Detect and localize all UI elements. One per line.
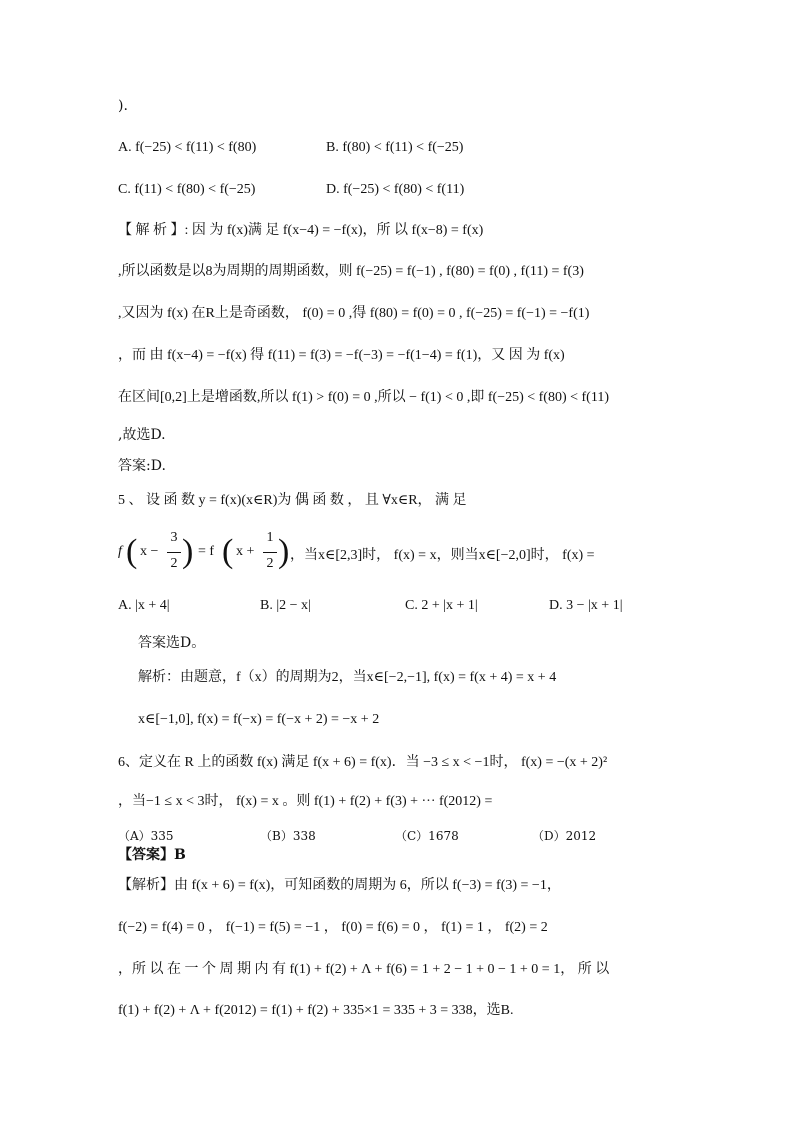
q6-stem-line-1: 6、定义在 R 上的函数 f(x) 满足 f(x + 6) = f(x)．当 −3 ≤ x < −1时， f(x) = −(x + 2)² (118, 755, 608, 770)
paren-open: ( (222, 533, 234, 570)
q6-analysis-line-3: ，所 以 在 一 个 周 期 内 有 f(1) + f(2) + Λ + f(6) = 1 + 2 − 1 + 0 − 1 + 0 = 1， 所 以 (118, 962, 610, 977)
q6-option-c: （C）1678 (395, 829, 459, 843)
frac1-bar (167, 552, 181, 553)
frac1-denominator: 2 (170, 556, 178, 571)
q4-analysis-line-5: 在区间[0,2]上是增函数,所以 f(1) > f(0) = 0 ,所以 − f(1) < 0 ,即 f(−25) < f(80) < f(11) (118, 390, 609, 405)
frac2-bar (263, 552, 277, 553)
q5-answer: 答案选D。 (138, 635, 206, 651)
q6-option-d: （D）2012 (532, 829, 597, 843)
q5-option-a: A. |x + 4| (118, 598, 170, 613)
q5-analysis-line-1: 解析：由题意，f（x）的周期为2，当x∈[−2,−1], f(x) = f(x + 4) = x + 4 (138, 670, 557, 685)
frac2-numerator: 1 (266, 530, 274, 545)
q6-option-a: （A）335 (118, 829, 174, 843)
q4-analysis-line-2: ,所以函数是以8为周期的周期函数，则 f(−25) = f(−1) , f(80) = f(0) , f(11) = f(3) (118, 264, 584, 279)
q4-analysis-line-1: 【 解 析 】: 因 为 f(x)满 足 f(x−4) = −f(x)，所 以 f(x−8) = f(x) (118, 223, 484, 238)
q4-option-a: A. f(−25) < f(11) < f(80) (118, 140, 257, 155)
q4-option-b: B. f(80) < f(11) < f(−25) (326, 140, 464, 155)
q6-analysis-line-1: 【解析】由 f(x + 6) = f(x)，可知函数的周期为 6，所以 f(−3) = f(3) = −1， (118, 878, 561, 893)
paren-close: ) (278, 533, 290, 570)
q5-option-b: B. |2 − x| (260, 598, 311, 613)
q4-option-d: D. f(−25) < f(80) < f(11) (326, 182, 465, 197)
q6-analysis-line-4: f(1) + f(2) + Λ + f(2012) = f(1) + f(2) + 335×1 = 335 + 3 = 338，选B. (118, 1003, 514, 1018)
paren-open: ( (126, 533, 138, 570)
q6-analysis-line-2: f(−2) = f(4) = 0 ， f(−1) = f(5) = −1 ， f(0) = f(6) = 0 ， f(1) = 1 ， f(2) = 2 (118, 920, 548, 935)
q5-f-symbol: f (118, 544, 122, 559)
q5-analysis-line-2: x∈[−1,0], f(x) = f(−x) = f(−x + 2) = −x + 2 (138, 712, 380, 727)
q4-option-c: C. f(11) < f(80) < f(−25) (118, 182, 256, 197)
q4-answer: 答案:D. (118, 458, 166, 474)
q5-expr-a: x − (140, 544, 159, 559)
q5-expr-b: x + (236, 544, 255, 559)
q6-stem-line-2: ，当−1 ≤ x < 3时， f(x) = x 。则 f(1) + f(2) + f(3) + ··· f(2012) = (118, 794, 493, 809)
q4-analysis-line-6: ,故选D. (118, 427, 166, 443)
q4-analysis-line-4: ，而 由 f(x−4) = −f(x) 得 f(11) = f(3) = −f(−3) = −f(1−4) = f(1)，又 因 为 f(x) (118, 348, 565, 363)
q5-option-c: C. 2 + |x + 1| (405, 598, 478, 613)
q5-expr-rest: ，当x∈[2,3]时， f(x) = x，则当x∈[−2,0]时， f(x) = (290, 548, 595, 563)
q4-tail: ). (118, 98, 128, 114)
q4-analysis-line-3: ,又因为 f(x) 在R上是奇函数， f(0) = 0 ,得 f(80) = f(0) = 0 , f(−25) = f(−1) = −f(1) (118, 306, 590, 321)
frac2-denominator: 2 (266, 556, 274, 571)
paren-close: ) (182, 533, 194, 570)
q6-option-b: （B）338 (260, 829, 316, 843)
q5-option-d: D. 3 − |x + 1| (549, 598, 623, 613)
q5-expr-mid: = f (198, 544, 215, 559)
frac1-numerator: 3 (170, 530, 178, 545)
q6-answer: 【答案】B (118, 847, 186, 863)
q5-stem-line-1: 5 、 设 函 数 y = f(x)(x∈R)为 偶 函 数 ， 且 ∀x∈R， 满 足 (118, 493, 467, 508)
